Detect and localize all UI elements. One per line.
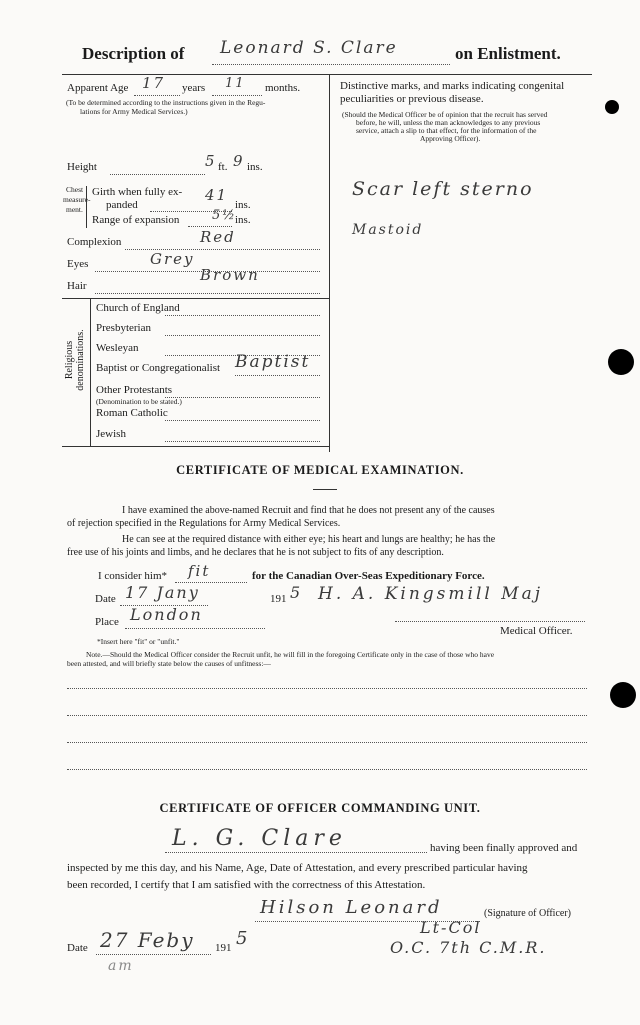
header-suffix: on Enlistment.	[455, 44, 561, 63]
commanding-line3: been recorded, I certify that I am satisfied with the correctness of this Attestation.	[67, 879, 426, 891]
girth-label-1: Girth when fully ex-	[92, 186, 183, 198]
medical-date-value: 17 Jany	[125, 583, 200, 602]
marks-note-3: service, attach a slip to that effect, for the information of the	[356, 126, 537, 135]
officer-rank: Lt-Col	[420, 918, 482, 937]
punch-hole-upper	[608, 349, 634, 375]
height-label: Height	[67, 161, 97, 173]
commanding-date-label: Date	[67, 942, 88, 954]
commanding-year-prefix: 191	[215, 942, 232, 954]
unfit-line-3	[67, 742, 587, 743]
range-value: 5½	[212, 208, 237, 223]
marks-line-1: Scar left sterno	[352, 178, 534, 200]
note-line-1: Note.—Should the Medical Officer consider the Recruit unfit, he will fill in the foregoing Certificate only in the case of those who have	[86, 650, 495, 659]
girth-label-2: panded	[106, 199, 138, 211]
hair-value: Brown	[200, 266, 260, 284]
medical-para1-line2: of rejection specified in the Regulations for Army Medical Services.	[67, 518, 341, 529]
religion-side-2: denominations.	[75, 329, 86, 391]
consider-prefix: I consider him*	[98, 570, 168, 582]
marks-note-1: (Should the Medical Officer be of opinion that the recruit has served	[342, 110, 548, 119]
religion-label: Jewish	[96, 428, 126, 440]
complexion-value: Red	[200, 228, 236, 246]
punch-hole-lower	[610, 682, 636, 708]
chest-label-1: Chest	[66, 185, 84, 194]
ins-label: ins.	[247, 161, 263, 173]
age-note-2: lations for Army Medical Services.)	[80, 107, 188, 116]
age-label: Apparent Age	[67, 82, 129, 94]
ft-label: ft.	[218, 161, 228, 173]
medical-officer-label: Medical Officer.	[500, 625, 573, 637]
range-ins: ins.	[235, 214, 251, 226]
religion-label: Baptist or Congregationalist	[96, 362, 221, 374]
commanding-year-digit: 5	[236, 928, 250, 949]
officer-unit: O.C. 7th C.M.R.	[390, 938, 547, 957]
unfit-line-1	[67, 688, 587, 689]
unfit-line-2	[67, 715, 587, 716]
commanding-line1-suffix: having been finally approved and	[430, 842, 578, 854]
commanding-title: CERTIFICATE OF OFFICER COMMANDING UNIT.	[159, 801, 481, 815]
marks-note-4: Approving Officer).	[420, 134, 481, 143]
unfit-line-4	[67, 769, 587, 770]
months-label: months.	[265, 82, 301, 94]
eyes-value: Grey	[150, 250, 195, 268]
commanding-initials: am	[108, 958, 134, 974]
eyes-label: Eyes	[67, 258, 89, 270]
religion-label: Other Protestants	[96, 384, 173, 396]
commanding-name-value: L. G. Clare	[172, 826, 347, 851]
officer-signature: Hilson Leonard	[260, 897, 443, 918]
note-line-2: been attested, and will briefly state below the causes of unfitness:—	[67, 659, 271, 668]
religion-side-1: Religious	[64, 340, 75, 380]
medical-place-value: London	[130, 605, 203, 624]
years-label: years	[182, 82, 206, 94]
medical-title: CERTIFICATE OF MEDICAL EXAMINATION.	[176, 463, 464, 477]
hair-label: Hair	[67, 280, 87, 292]
medical-para2-line2: free use of his joints and limbs, and he declares that he is not subject to fits of any description.	[67, 547, 444, 558]
girth-ins: ins.	[235, 199, 251, 211]
medical-date-label: Date	[95, 593, 116, 605]
marks-heading-2: peculiarities or previous disease.	[340, 93, 484, 105]
marks-note-2: before, he will, unless the man acknowledges to any previous	[356, 118, 541, 127]
marks-line-2: Mastoid	[352, 222, 424, 238]
insert-note: *Insert here "fit" or "unfit."	[97, 637, 180, 646]
header-prefix: Description of	[82, 44, 185, 63]
religion-label: Church of England	[96, 302, 180, 314]
religion-label: Presbyterian	[96, 322, 151, 334]
medical-year-prefix: 191	[270, 593, 287, 605]
consider-value: fit	[188, 562, 211, 580]
commanding-line2: inspected by me this day, and his Name, Age, Date of Attestation, and every prescribed particular having	[67, 862, 528, 874]
chest-label-2: measure-	[63, 195, 91, 204]
punch-hole-small	[605, 100, 619, 114]
commanding-date-value: 27 Feby	[100, 928, 195, 952]
girth-value: 41	[205, 186, 229, 204]
medical-signature: H. A. Kingsmill Maj	[318, 584, 544, 604]
religion-label: Wesleyan	[96, 342, 139, 354]
medical-para2-line1: He can see at the required distance with either eye; his heart and lungs are healthy; he has the	[122, 534, 496, 545]
denomination-note: (Denomination to be stated.)	[96, 397, 182, 406]
recruit-name: Leonard S. Clare	[220, 38, 398, 58]
range-label: Range of expansion	[92, 214, 180, 226]
medical-place-label: Place	[95, 616, 119, 628]
medical-para1-line1: I have examined the above-named Recruit and find that he does not present any of the causes	[122, 505, 495, 516]
marks-heading-1: Distinctive marks, and marks indicating congenital	[340, 80, 565, 92]
religion-value: Baptist	[235, 352, 311, 372]
age-years: 17	[142, 74, 166, 92]
height-ft: 5	[205, 152, 217, 170]
medical-year-digit: 5	[290, 583, 303, 602]
height-ins: 9	[233, 152, 245, 170]
consider-suffix: for the Canadian Over-Seas Expeditionary Force.	[252, 570, 485, 582]
religion-label: Roman Catholic	[96, 407, 168, 419]
age-note-1: (To be determined according to the instructions given in the Regu-	[66, 98, 266, 107]
signature-label: (Signature of Officer)	[484, 908, 572, 919]
chest-label-3: ment.	[66, 205, 83, 214]
complexion-label: Complexion	[67, 236, 122, 248]
age-months: 11	[225, 76, 246, 91]
